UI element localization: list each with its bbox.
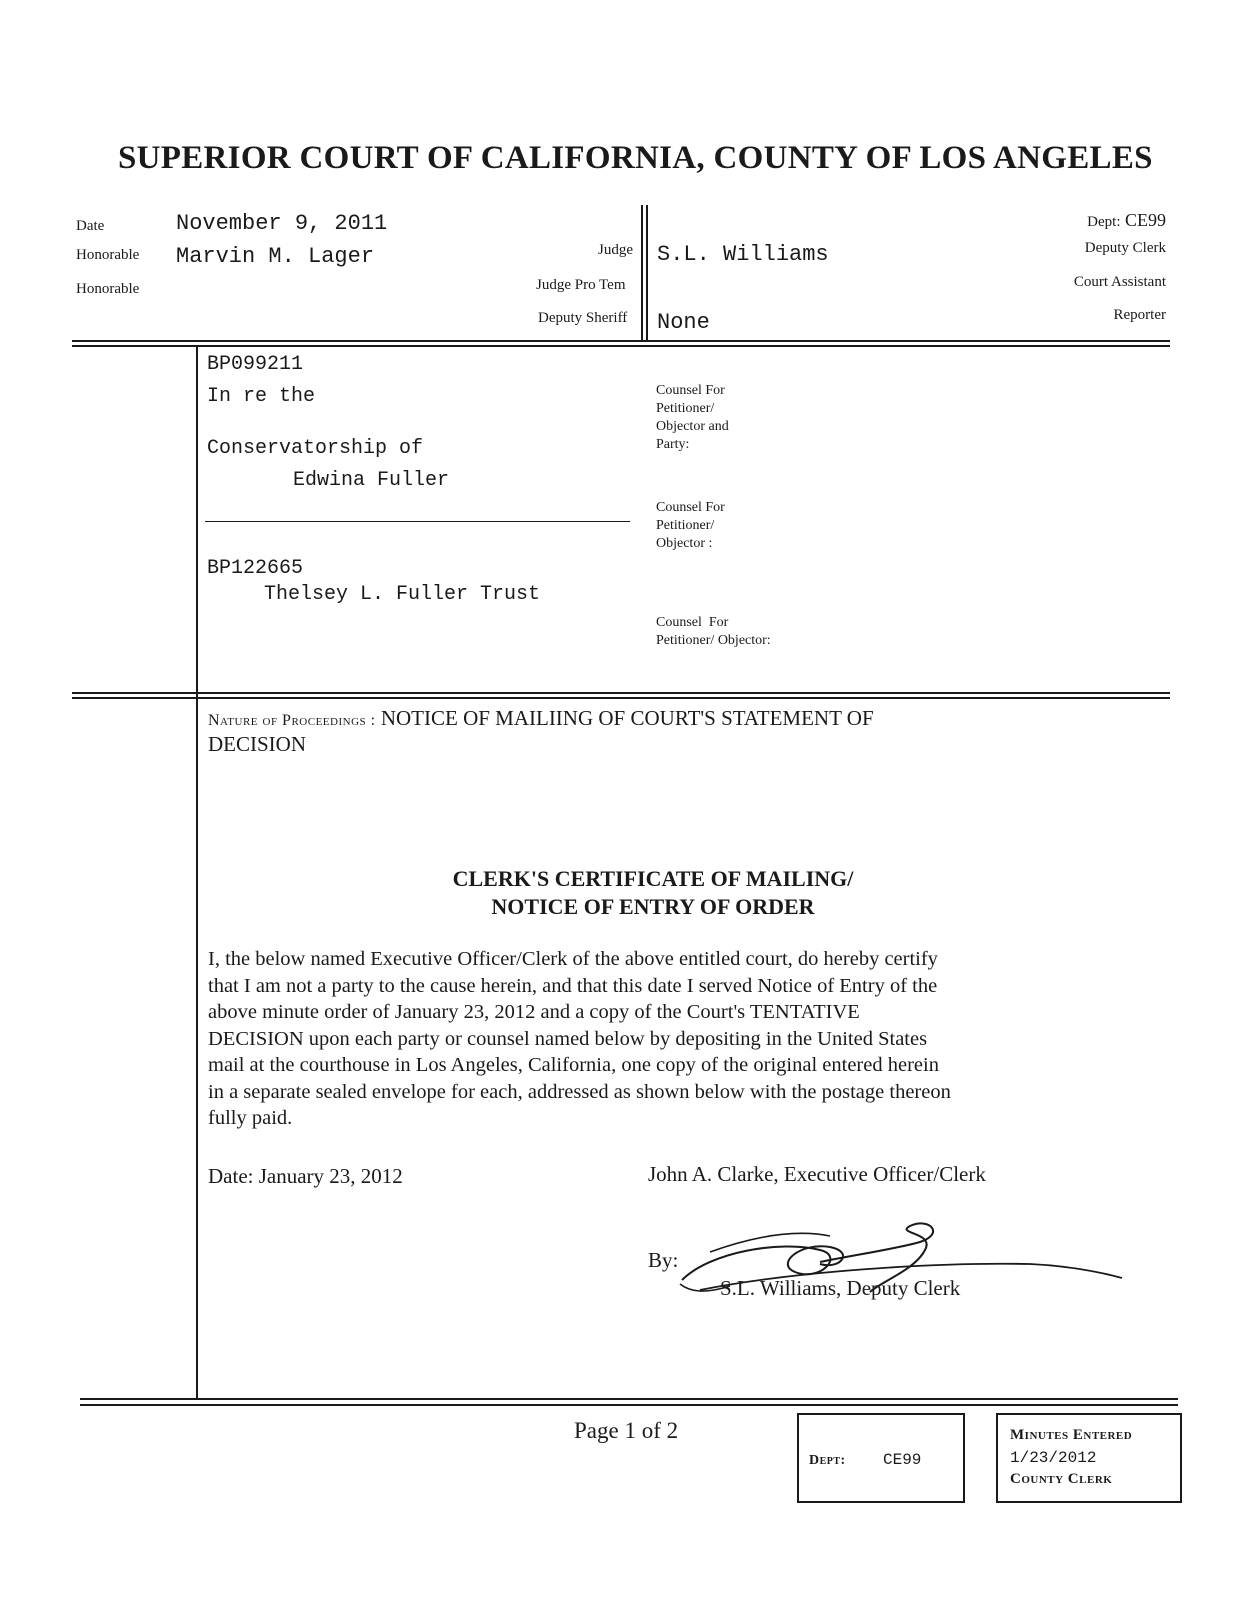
left-margin-line (196, 347, 198, 1400)
counsel-block-2 (656, 499, 725, 553)
dept-header (1087, 210, 1166, 231)
court-assistant-value: None (657, 310, 710, 335)
header-divider-left (641, 205, 643, 341)
case-number-1: BP099211 (207, 353, 304, 376)
court-assistant-label: Court Assistant (1073, 274, 1166, 290)
proceedings-text-1: NOTICE OF MAILIING OF COURT'S STATEMENT OF (380, 706, 874, 730)
reporter-label: Reporter (1113, 307, 1166, 323)
deputy-clerk-label: Deputy Clerk (1084, 240, 1166, 256)
certificate-body (208, 946, 951, 1132)
counsel-1-line: Counsel For (656, 383, 725, 398)
footer-rule-top (80, 1398, 1178, 1400)
by-label: By: (648, 1248, 679, 1272)
proceedings-text-2: DECISION (208, 732, 306, 756)
page-number: Page 1 of 2 (574, 1418, 679, 1443)
signature-scribble (670, 1212, 1130, 1312)
counsel-3-line: Petitioner/ Objector: (656, 633, 771, 648)
proceedings-rule-top (72, 692, 1170, 694)
dept-box (797, 1413, 965, 1503)
case-line-3: Edwina Fuller (293, 469, 450, 492)
certificate-body-line: that I am not a party to the cause herein, and that this date I served Notice of Entry of the (208, 974, 938, 997)
counsel-1-line: Objector and (656, 419, 729, 434)
header-divider-right (646, 205, 648, 341)
certificate-body-line: fully paid. (208, 1107, 293, 1129)
honorable-label-2: Honorable (76, 281, 140, 297)
judge-label: Judge (598, 242, 633, 258)
honorable-label-1: Honorable (76, 247, 140, 263)
dept-header-value: CE99 (1124, 210, 1166, 230)
counsel-1-line: Party: (656, 437, 690, 452)
counsel-3-line: Counsel For (656, 615, 729, 630)
case-line-4: Thelsey L. Fuller Trust (264, 583, 541, 606)
counsel-2-line: Petitioner/ (656, 518, 715, 533)
dept-box-value: CE99 (883, 1451, 922, 1469)
counsel-block-1 (656, 382, 729, 454)
case-line-2: Conservatorship of (207, 437, 424, 460)
certificate-body-line: DECISION upon each party or counsel named below by depositing in the United States (208, 1027, 928, 1050)
counsel-2-line: Counsel For (656, 500, 725, 515)
counsel-2-line: Objector : (656, 536, 713, 551)
proceedings-rule-bottom (72, 697, 1170, 699)
case-number-2: BP122665 (207, 557, 304, 580)
minutes-label: Minutes Entered (1010, 1427, 1133, 1443)
dept-header-label: Dept: (1087, 214, 1121, 230)
proceedings-label: Nature of Proceedings : (208, 712, 376, 729)
certificate-heading-2: NOTICE OF ENTRY OF ORDER (491, 894, 815, 919)
county-clerk-label: County Clerk (1010, 1471, 1113, 1487)
certificate-officer: John A. Clarke, Executive Officer/Clerk (648, 1162, 986, 1186)
court-title: SUPERIOR COURT OF CALIFORNIA, COUNTY OF LOS ANGELES (118, 140, 1153, 176)
certificate-body-line: in a separate sealed envelope for each, addressed as shown below with the postage thereon (208, 1080, 951, 1103)
case-line-1: In re the (207, 385, 316, 408)
minutes-box (996, 1413, 1182, 1503)
clerk-name: S.L. Williams (657, 242, 829, 267)
header-rule-bottom (72, 345, 1170, 347)
date-value: November 9, 2011 (176, 211, 388, 236)
counsel-block-3 (656, 614, 771, 650)
judge-name: Marvin M. Lager (176, 244, 375, 269)
caption-separator (205, 521, 630, 522)
date-label: Date (76, 218, 105, 234)
certificate-date: Date: January 23, 2012 (208, 1164, 403, 1188)
proceedings (208, 704, 1108, 735)
minutes-date: 1/23/2012 (1010, 1449, 1097, 1467)
certificate-body-line: I, the below named Executive Officer/Clerk of the above entitled court, do hereby certify (208, 948, 938, 970)
deputy-sheriff-label: Deputy Sheriff (538, 310, 628, 326)
counsel-1-line: Petitioner/ (656, 401, 715, 416)
certificate-body-line: mail at the courthouse in Los Angeles, California, one copy of the original entered herein (208, 1054, 939, 1076)
footer-rule-bottom (80, 1404, 1178, 1406)
judge-pro-tem-label: Judge Pro Tem (536, 277, 626, 293)
header-rule-top (72, 340, 1170, 342)
certificate-heading-1: CLERK'S CERTIFICATE OF MAILING/ (452, 866, 854, 891)
signer-line: S.L. Williams, Deputy Clerk (720, 1276, 961, 1300)
certificate-body-line: above minute order of January 23, 2012 and a copy of the Court's TENTATIVE (208, 1001, 860, 1023)
dept-box-label: Dept: (809, 1453, 846, 1468)
